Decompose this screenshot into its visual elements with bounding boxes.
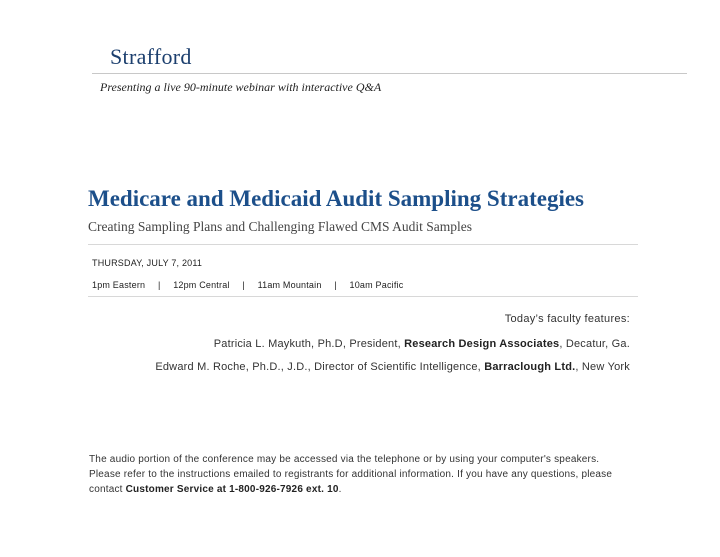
faculty-heading: Today’s faculty features: xyxy=(504,313,630,325)
time-mountain: 11am Mountain xyxy=(257,280,322,290)
time-separator: | xyxy=(157,280,161,290)
times-divider xyxy=(88,296,638,297)
faculty-name-role: Patricia L. Maykuth, Ph.D, President, xyxy=(213,338,405,350)
faculty-location: , New York xyxy=(575,361,630,373)
faculty-member xyxy=(155,361,630,373)
audio-instructions xyxy=(89,452,629,497)
webinar-times xyxy=(92,280,403,290)
faculty-org: Research Design Associates xyxy=(404,338,560,350)
time-eastern: 1pm Eastern xyxy=(92,280,146,290)
header-divider xyxy=(92,73,687,74)
title-divider xyxy=(88,244,638,245)
faculty-name-role: Edward M. Roche, Ph.D., J.D., Director of Scientific Intelligence, xyxy=(155,361,485,373)
footer-end: . xyxy=(338,484,342,495)
tagline: Presenting a live 90-minute webinar with interactive Q&A xyxy=(100,80,382,94)
footer-text: The audio portion of the conference may be accessed via the telephone or by using your computer's speakers. Please refer to the instructions emailed to registrants for additional information. If you have any questions, please contact xyxy=(89,454,613,495)
webinar-subtitle: Creating Sampling Plans and Challenging Flawed CMS Audit Samples xyxy=(88,219,472,234)
webinar-title: Medicare and Medicaid Audit Sampling Strategies xyxy=(88,186,584,211)
strafford-logo: Strafford xyxy=(110,44,192,69)
customer-service-contact: Customer Service at 1-800-926-7926 ext. 10 xyxy=(125,484,339,495)
time-separator: | xyxy=(334,280,337,290)
faculty-member xyxy=(214,338,630,350)
time-separator: | xyxy=(242,280,245,290)
time-pacific: 10am Pacific xyxy=(349,280,404,290)
faculty-org: Barraclough Ltd. xyxy=(484,361,576,373)
time-central: 12pm Central xyxy=(173,280,230,290)
webinar-date: THURSDAY, JULY 7, 2011 xyxy=(92,258,203,268)
faculty-location: , Decatur, Ga. xyxy=(559,338,630,350)
